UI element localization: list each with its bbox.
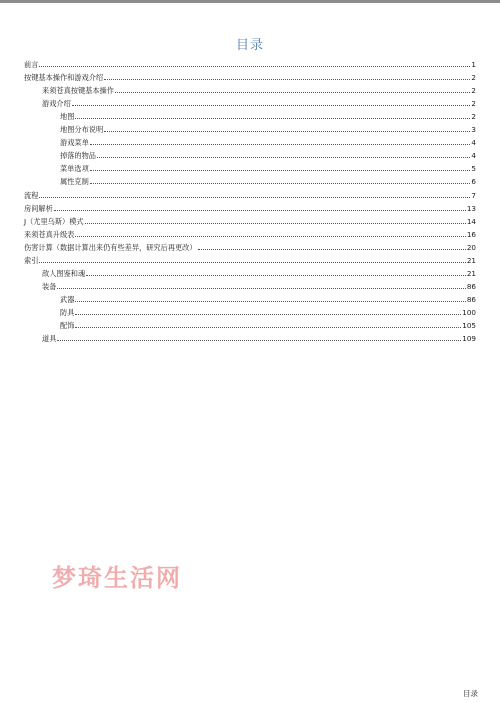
toc-entry-page-number: 1 xyxy=(471,60,476,70)
toc-entry[interactable] xyxy=(24,213,476,226)
toc-entry[interactable] xyxy=(24,108,476,121)
toc-entry-page-number: 109 xyxy=(462,334,476,344)
toc-entry-label: 地图 xyxy=(60,112,75,122)
toc-entry[interactable] xyxy=(24,134,476,147)
toc-entry[interactable] xyxy=(24,239,476,252)
toc-entry[interactable] xyxy=(24,69,476,82)
toc-entry-page-number: 21 xyxy=(466,255,476,265)
toc-dot-leader xyxy=(75,327,461,328)
toc-entry-page-number: 14 xyxy=(466,216,476,226)
toc-dot-leader xyxy=(75,236,466,237)
toc-dot-leader xyxy=(75,314,461,315)
toc-entry-label: 道具 xyxy=(42,334,57,344)
toc-entry[interactable] xyxy=(24,200,476,213)
toc-entry[interactable] xyxy=(24,173,476,186)
toc-entry-label: 来须苍真按键基本操作 xyxy=(42,86,114,96)
toc-entry-label: 掉落的物品 xyxy=(60,151,96,161)
page-footer: 目录 xyxy=(463,689,478,698)
toc-entry-label: 装备 xyxy=(42,281,57,291)
toc-entry-page-number: 16 xyxy=(466,229,476,239)
toc-entry-page-number: 7 xyxy=(471,190,476,200)
toc-entry[interactable] xyxy=(24,278,476,291)
toc-dot-leader xyxy=(97,157,470,158)
toc-entry-page-number: 2 xyxy=(471,86,476,96)
toc-entry-page-number: 2 xyxy=(471,112,476,122)
toc-entry[interactable] xyxy=(24,265,476,278)
toc-entry[interactable] xyxy=(24,56,476,69)
toc-dot-leader xyxy=(115,92,471,93)
toc-dot-leader xyxy=(75,301,465,302)
toc-entry[interactable] xyxy=(24,317,476,330)
toc-entry-page-number: 4 xyxy=(471,151,476,161)
toc-entry-page-number: 13 xyxy=(466,203,476,213)
toc-entry-label: 按键基本操作和游戏介绍 xyxy=(24,73,104,83)
toc-entry-page-number: 105 xyxy=(462,320,476,330)
toc-entry-label: 流程 xyxy=(24,190,39,200)
top-border xyxy=(0,0,500,3)
watermark: 梦琦生活网 xyxy=(52,564,182,592)
toc-entry-page-number: 5 xyxy=(471,164,476,174)
toc-entry-page-number: 2 xyxy=(471,73,476,83)
toc-entry-page-number: 86 xyxy=(466,281,476,291)
toc-dot-leader xyxy=(90,170,471,171)
toc-dot-leader xyxy=(104,79,470,80)
toc-entry-page-number: 20 xyxy=(466,242,476,252)
toc-entry[interactable] xyxy=(24,121,476,134)
toc-entry-page-number: 86 xyxy=(466,294,476,304)
toc-dot-leader xyxy=(39,197,470,198)
toc-entry[interactable] xyxy=(24,304,476,317)
toc-entry-label: 武器 xyxy=(60,294,75,304)
toc-entry[interactable] xyxy=(24,95,476,108)
toc-dot-leader xyxy=(39,262,465,263)
toc-entry-page-number: 100 xyxy=(462,307,476,317)
toc-dot-leader xyxy=(54,210,466,211)
toc-entry[interactable] xyxy=(24,252,476,265)
toc-entry-label: 前言 xyxy=(24,60,39,70)
toc-entry[interactable] xyxy=(24,147,476,160)
toc-entry-label: 地图分布说明 xyxy=(60,125,104,135)
toc-entry[interactable] xyxy=(24,82,476,95)
toc-entry-page-number: 4 xyxy=(471,138,476,148)
toc-dot-leader xyxy=(90,183,471,184)
toc-entry[interactable] xyxy=(24,186,476,199)
toc-entry-label: 菜单选项 xyxy=(60,164,89,174)
toc-entry-page-number: 2 xyxy=(471,99,476,109)
toc-dot-leader xyxy=(57,288,465,289)
toc-dot-leader xyxy=(39,66,470,67)
toc-entry-label: J（尤里乌斯）模式 xyxy=(24,216,84,226)
toc-dot-leader xyxy=(72,105,471,106)
toc-entry[interactable] xyxy=(24,160,476,173)
toc-dot-leader xyxy=(86,275,466,276)
toc-entry-label: 游戏菜单 xyxy=(60,138,89,148)
toc-dot-leader xyxy=(57,340,461,341)
toc-entry[interactable] xyxy=(24,330,476,343)
toc-entry[interactable] xyxy=(24,291,476,304)
toc-entry-label: 游戏介绍 xyxy=(42,99,71,109)
toc-entry-label: 敌人图鉴和魂 xyxy=(42,268,86,278)
toc-entry-label: 来须苍真升级表 xyxy=(24,229,75,239)
toc-entry-label: 配饰 xyxy=(60,320,75,330)
toc-entry-page-number: 6 xyxy=(471,177,476,187)
toc-entry-label: 属性克制 xyxy=(60,177,89,187)
toc-dot-leader xyxy=(104,131,470,132)
toc-dot-leader xyxy=(90,144,471,145)
toc-dot-leader xyxy=(198,249,466,250)
toc-entry-label: 房间解析 xyxy=(24,203,53,213)
table-of-contents xyxy=(24,56,476,343)
toc-entry-page-number: 3 xyxy=(471,125,476,135)
toc-dot-leader xyxy=(75,118,470,119)
toc-entry-label: 伤害计算（数据计算出来仍有些差异，研究后再更改） xyxy=(24,242,197,252)
page-title: 目录 xyxy=(235,38,264,53)
toc-entry[interactable] xyxy=(24,226,476,239)
toc-entry-page-number: 21 xyxy=(466,268,476,278)
toc-entry-label: 索引 xyxy=(24,255,39,265)
toc-entry-label: 防具 xyxy=(60,307,75,317)
toc-dot-leader xyxy=(85,223,466,224)
